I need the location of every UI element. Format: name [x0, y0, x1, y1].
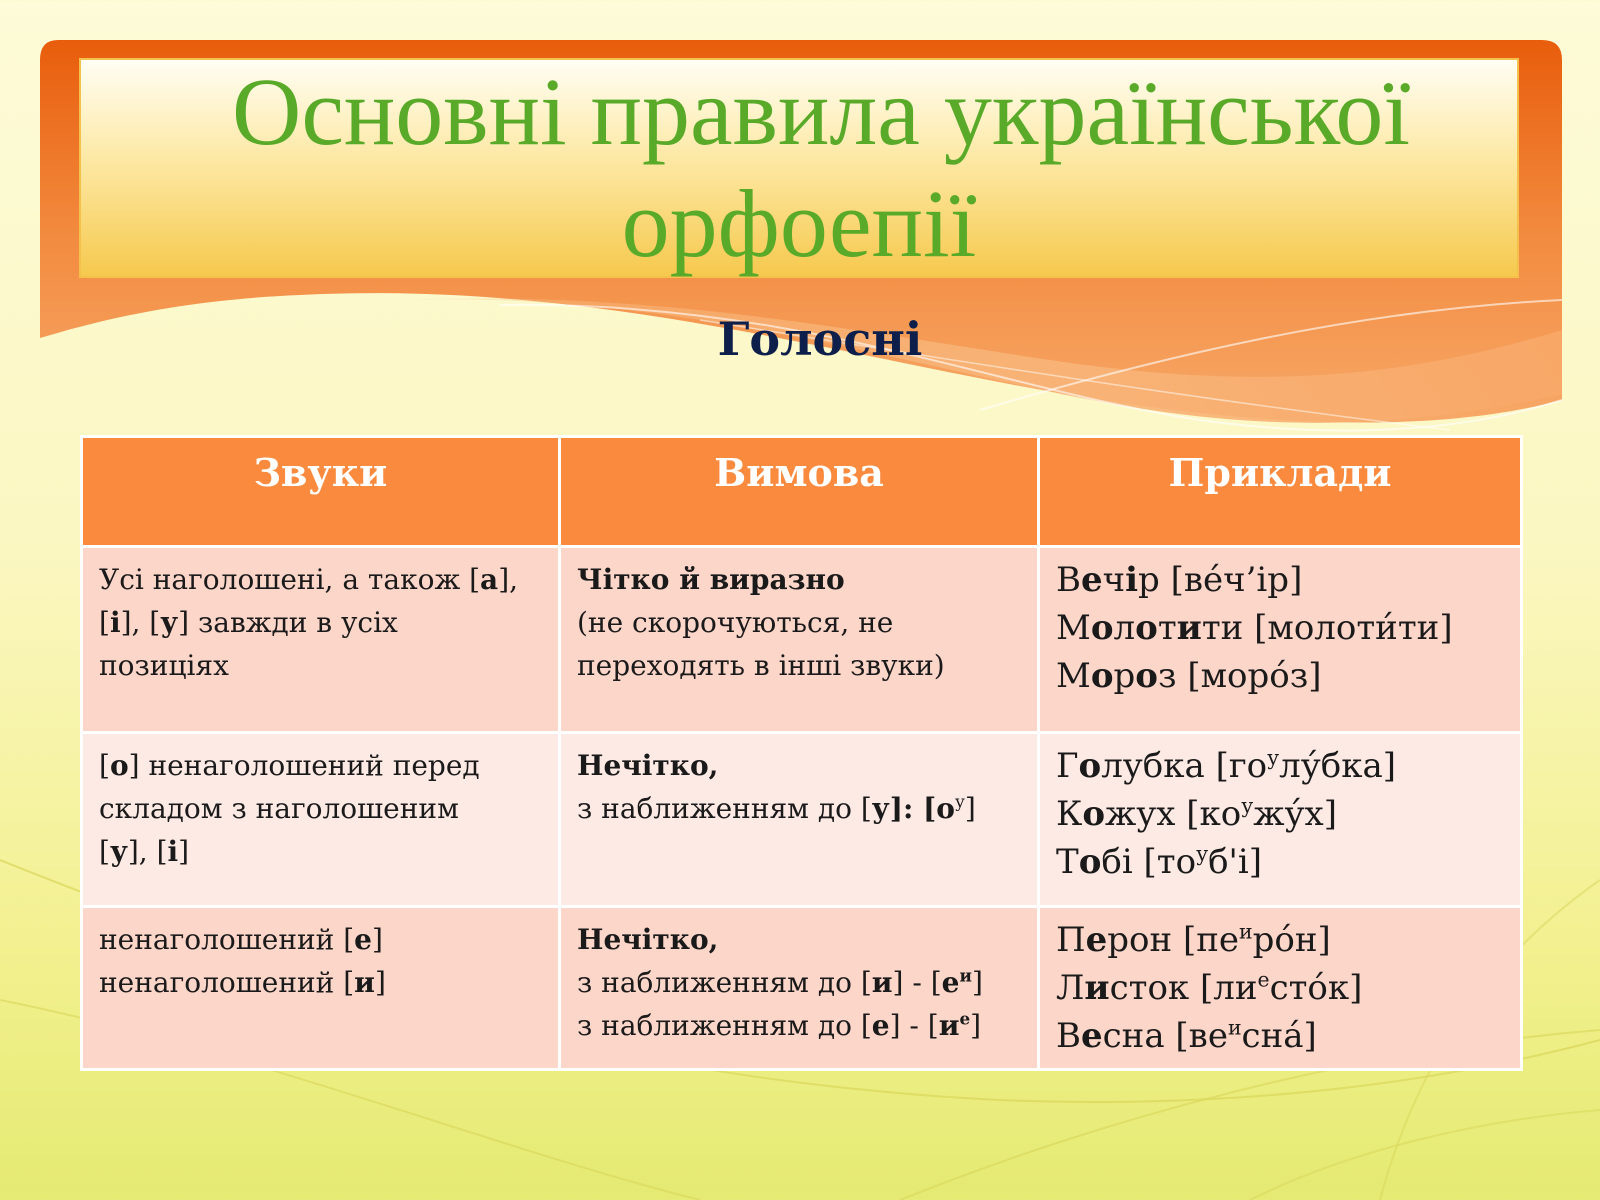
text: ] - [: [889, 1009, 939, 1042]
subtitle: Голосні: [717, 312, 923, 366]
example-line: [1056, 790, 1504, 838]
text: ] завжди в усіх: [178, 606, 398, 639]
vowel: і: [167, 835, 179, 868]
text: жу́х]: [1253, 794, 1337, 834]
text: В: [1056, 560, 1081, 600]
text-line: [99, 601, 542, 644]
vowel: у: [109, 835, 128, 868]
text: сна́]: [1241, 1016, 1317, 1056]
text: Т: [1056, 842, 1079, 882]
header-row: [82, 437, 1522, 547]
vowel: і: [109, 606, 121, 639]
superscript: у: [1241, 793, 1254, 818]
title-line-2: орфоепії: [621, 170, 977, 277]
pronunciation-cell: [560, 907, 1039, 1070]
superscript: е: [1257, 967, 1270, 992]
vowel: е: [1085, 920, 1108, 960]
text-line: [99, 830, 542, 873]
vowels-table: [80, 435, 1523, 1071]
text-line: позиціях: [99, 649, 229, 682]
examples-cell: [1039, 907, 1522, 1070]
header-pronunciation: Вимова: [560, 437, 1039, 547]
vowel: е: [871, 1009, 890, 1042]
superscript: и: [1239, 919, 1253, 944]
text-line: (не скорочуються, не: [577, 606, 894, 639]
text: рон [пе: [1107, 920, 1240, 960]
text: [: [99, 835, 110, 868]
text: р [ве́ч’ір]: [1138, 560, 1303, 600]
text-line: Чітко й виразно: [577, 563, 845, 596]
text: ]: [374, 966, 386, 999]
text: ], [: [120, 606, 161, 639]
text: р: [1113, 656, 1136, 696]
vowel: о: [109, 749, 129, 782]
superscript: у: [1196, 841, 1209, 866]
vowel: о: [1090, 608, 1114, 648]
text: ], [: [127, 835, 168, 868]
text: П: [1056, 920, 1086, 960]
text: М: [1056, 608, 1091, 648]
title-banner: [79, 58, 1519, 278]
text: т: [1157, 608, 1177, 648]
text: М: [1056, 656, 1091, 696]
vowel: е: [1081, 1016, 1103, 1056]
text-line: [99, 558, 542, 601]
header-sounds: Звуки: [82, 437, 560, 547]
text: жух [ко: [1105, 794, 1242, 834]
vowel: и: [354, 966, 375, 999]
superscript: у: [954, 791, 965, 812]
vowel: у: [160, 606, 179, 639]
text: б'і]: [1208, 842, 1263, 882]
superscript: е: [959, 1008, 971, 1029]
examples-cell: [1039, 547, 1522, 733]
text: ненаголошений [: [99, 923, 355, 956]
header-examples: Приклади: [1039, 437, 1522, 547]
example-line: [1056, 838, 1504, 886]
text: ]: [178, 835, 190, 868]
text: з [моро́з]: [1157, 656, 1322, 696]
example-line: [1056, 916, 1504, 964]
vowel: о: [1078, 842, 1102, 882]
vowel: о: [1078, 746, 1102, 786]
text: ]: [964, 792, 976, 825]
text-line: [99, 961, 542, 1004]
text-line: Нечітко,: [577, 749, 719, 782]
text: лу́бка]: [1279, 746, 1397, 786]
superscript: и: [959, 965, 972, 986]
text: лубка [го: [1101, 746, 1268, 786]
text: л: [1113, 608, 1136, 648]
sounds-cell: [82, 907, 560, 1070]
vowel: о: [936, 792, 955, 825]
text: сток [ли: [1109, 968, 1258, 1008]
vowel: и: [1084, 968, 1110, 1008]
vowel: о: [1135, 656, 1158, 696]
vowel: и: [938, 1009, 960, 1042]
vowel: а: [480, 563, 499, 596]
vowel: е: [354, 923, 372, 956]
text: ч: [1102, 560, 1126, 600]
vowel: и: [1176, 608, 1202, 648]
text: ]: [372, 923, 383, 956]
text-line: [577, 787, 1021, 830]
text-line: [577, 1004, 1021, 1047]
text: ]: [: [889, 792, 937, 825]
text: ] ненаголошений перед: [128, 749, 480, 782]
example-line: [1056, 556, 1504, 604]
vowel: е: [1081, 560, 1103, 600]
text-line: Нечітко,: [577, 923, 719, 956]
example-line: [1056, 604, 1504, 652]
text: ти [молоти́ти]: [1201, 608, 1453, 648]
text: з наближенням до [: [577, 966, 872, 999]
text: К: [1056, 794, 1083, 834]
text-line: [99, 918, 542, 961]
vowel: и: [871, 966, 893, 999]
vowel: е: [941, 966, 960, 999]
text: сна [ве: [1102, 1016, 1228, 1056]
text: ] - [: [892, 966, 942, 999]
examples-cell: [1039, 733, 1522, 907]
text-line: [99, 744, 542, 787]
table-row: [82, 907, 1522, 1070]
text: [: [99, 749, 110, 782]
pronunciation-cell: [560, 733, 1039, 907]
text: ненаголошений [: [99, 966, 355, 999]
text: ро́н]: [1252, 920, 1331, 960]
text: ]: [971, 966, 983, 999]
sounds-cell: [82, 733, 560, 907]
text: В: [1056, 1016, 1081, 1056]
text: ],: [498, 563, 519, 596]
text-line: складом з наголошеним: [99, 792, 459, 825]
text-line: переходять в інші звуки): [577, 649, 945, 682]
text: Г: [1056, 746, 1079, 786]
text: з наближенням до [: [577, 1009, 872, 1042]
example-line: [1056, 964, 1504, 1012]
text: сто́к]: [1269, 968, 1363, 1008]
vowel: о: [1090, 656, 1114, 696]
example-line: [1056, 652, 1504, 700]
text: ]: [970, 1009, 982, 1042]
text: Усі наголошені, а також [: [99, 563, 481, 596]
text-line: [577, 961, 1021, 1004]
example-line: [1056, 1012, 1504, 1060]
title-line-1: Основні правила української: [231, 58, 1410, 165]
sounds-cell: [82, 547, 560, 733]
text: з наближенням до [: [577, 792, 872, 825]
text: бі [то: [1101, 842, 1197, 882]
text: [: [99, 606, 110, 639]
text: Л: [1056, 968, 1085, 1008]
superscript: и: [1227, 1015, 1242, 1040]
vowel: і: [1125, 560, 1139, 600]
vowel: о: [1082, 794, 1106, 834]
table-row: [82, 733, 1522, 907]
vowel: у: [871, 792, 890, 825]
table-row: [82, 547, 1522, 733]
example-line: [1056, 742, 1504, 790]
vowel: о: [1135, 608, 1158, 648]
pronunciation-cell: [560, 547, 1039, 733]
superscript: у: [1267, 745, 1280, 770]
